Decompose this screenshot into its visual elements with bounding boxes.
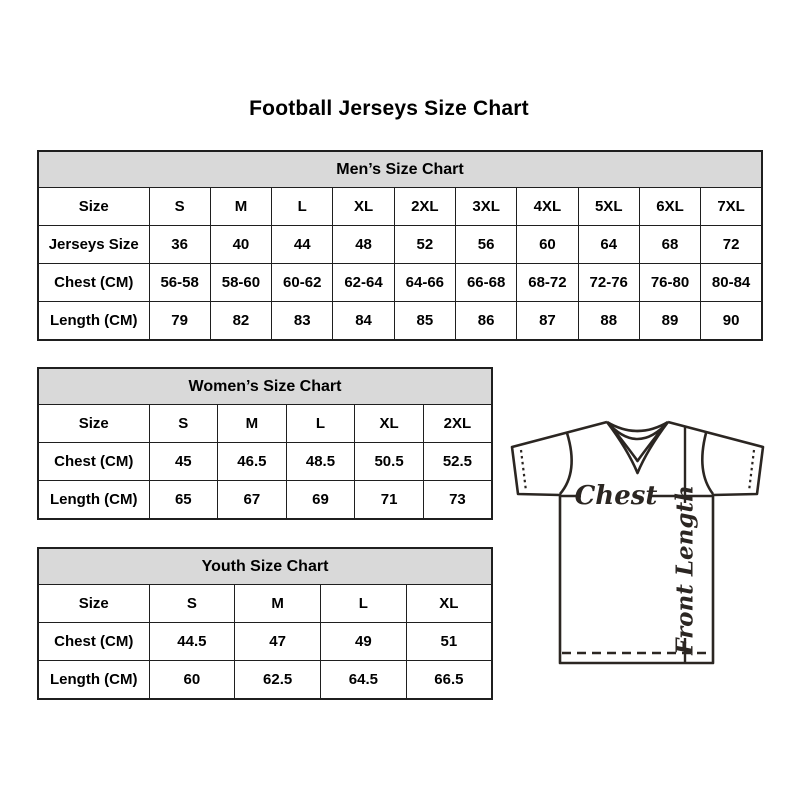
data-cell: 88 — [578, 302, 639, 341]
data-cell: 79 — [149, 302, 210, 341]
data-cell: 72-76 — [578, 264, 639, 302]
row-label-cell: Length (CM) — [38, 302, 149, 341]
data-cell: 67 — [218, 481, 287, 520]
data-cell: 45 — [149, 443, 218, 481]
row-label-cell: Size — [38, 188, 149, 226]
row-label-cell: Length (CM) — [38, 481, 149, 520]
data-cell: 76-80 — [639, 264, 700, 302]
data-cell: 48 — [333, 226, 394, 264]
data-cell: L — [272, 188, 333, 226]
data-cell: 6XL — [639, 188, 700, 226]
data-cell: 64-66 — [394, 264, 455, 302]
table-section-header-row — [38, 368, 492, 405]
data-cell: 49 — [321, 623, 407, 661]
data-cell: 80-84 — [701, 264, 762, 302]
table-row — [38, 264, 762, 302]
table-row — [38, 405, 492, 443]
table-section-header: Men’s Size Chart — [38, 151, 762, 188]
data-cell: 7XL — [701, 188, 762, 226]
table-row — [38, 226, 762, 264]
data-cell: 69 — [286, 481, 355, 520]
row-label-cell: Length (CM) — [38, 661, 149, 700]
data-cell: 65 — [149, 481, 218, 520]
data-cell: 66-68 — [455, 264, 516, 302]
row-label-cell: Size — [38, 405, 149, 443]
data-cell: 64.5 — [321, 661, 407, 700]
table-row — [38, 585, 492, 623]
data-cell: 84 — [333, 302, 394, 341]
data-cell: 4XL — [517, 188, 578, 226]
data-cell: 85 — [394, 302, 455, 341]
row-label-cell: Chest (CM) — [38, 443, 149, 481]
data-cell: 5XL — [578, 188, 639, 226]
row-label-cell: Size — [38, 585, 149, 623]
data-cell: 60 — [517, 226, 578, 264]
data-cell: S — [149, 405, 218, 443]
page-title: Football Jerseys Size Chart — [249, 97, 529, 120]
data-cell: 68-72 — [517, 264, 578, 302]
right-armhole-seam — [702, 433, 713, 494]
row-label-cell: Chest (CM) — [38, 264, 149, 302]
data-cell: 46.5 — [218, 443, 287, 481]
data-cell: XL — [333, 188, 394, 226]
data-cell: 83 — [272, 302, 333, 341]
data-cell: 60-62 — [272, 264, 333, 302]
chest-label: Chest — [574, 481, 658, 511]
data-cell: XL — [406, 585, 492, 623]
data-cell: 48.5 — [286, 443, 355, 481]
data-cell: 52.5 — [423, 443, 492, 481]
data-cell: 3XL — [455, 188, 516, 226]
table-row — [38, 188, 762, 226]
data-cell: M — [235, 585, 321, 623]
data-cell: 36 — [149, 226, 210, 264]
data-cell: 40 — [210, 226, 271, 264]
data-cell: 87 — [517, 302, 578, 341]
data-cell: 56-58 — [149, 264, 210, 302]
data-cell: 60 — [149, 661, 235, 700]
row-label-cell: Jerseys Size — [38, 226, 149, 264]
data-cell: S — [149, 188, 210, 226]
table-row — [38, 302, 762, 341]
data-cell: 51 — [406, 623, 492, 661]
table-row — [38, 623, 492, 661]
data-cell: 47 — [235, 623, 321, 661]
data-cell: 44 — [272, 226, 333, 264]
data-cell: 89 — [639, 302, 700, 341]
womens-size-table — [37, 367, 493, 520]
row-label-cell: Chest (CM) — [38, 623, 149, 661]
data-cell: 62.5 — [235, 661, 321, 700]
data-cell: 90 — [701, 302, 762, 341]
data-cell: M — [218, 405, 287, 443]
front-length-label: Front Length — [671, 485, 699, 655]
data-cell: L — [321, 585, 407, 623]
data-cell: 72 — [701, 226, 762, 264]
data-cell: 56 — [455, 226, 516, 264]
jersey-outline — [512, 422, 763, 663]
data-cell: 58-60 — [210, 264, 271, 302]
data-cell: 82 — [210, 302, 271, 341]
data-cell: 73 — [423, 481, 492, 520]
mens-size-table — [37, 150, 763, 341]
data-cell: 68 — [639, 226, 700, 264]
right-cuff-dotted-line — [749, 450, 754, 491]
data-cell: S — [149, 585, 235, 623]
data-cell: L — [286, 405, 355, 443]
jersey-measurement-diagram — [505, 400, 775, 680]
table-section-header: Women’s Size Chart — [38, 368, 492, 405]
data-cell: 52 — [394, 226, 455, 264]
table-row — [38, 443, 492, 481]
data-cell: XL — [355, 405, 424, 443]
data-cell: 50.5 — [355, 443, 424, 481]
data-cell: 62-64 — [333, 264, 394, 302]
table-section-header: Youth Size Chart — [38, 548, 492, 585]
data-cell: 66.5 — [406, 661, 492, 700]
table-section-header-row — [38, 548, 492, 585]
left-armhole-seam — [560, 433, 572, 494]
data-cell: 64 — [578, 226, 639, 264]
table-row — [38, 481, 492, 520]
data-cell: 86 — [455, 302, 516, 341]
data-cell: 2XL — [423, 405, 492, 443]
youth-size-table — [37, 547, 493, 700]
table-row — [38, 661, 492, 700]
data-cell: M — [210, 188, 271, 226]
data-cell: 44.5 — [149, 623, 235, 661]
data-cell: 2XL — [394, 188, 455, 226]
left-cuff-dotted-line — [521, 450, 526, 491]
data-cell: 71 — [355, 481, 424, 520]
table-section-header-row — [38, 151, 762, 188]
